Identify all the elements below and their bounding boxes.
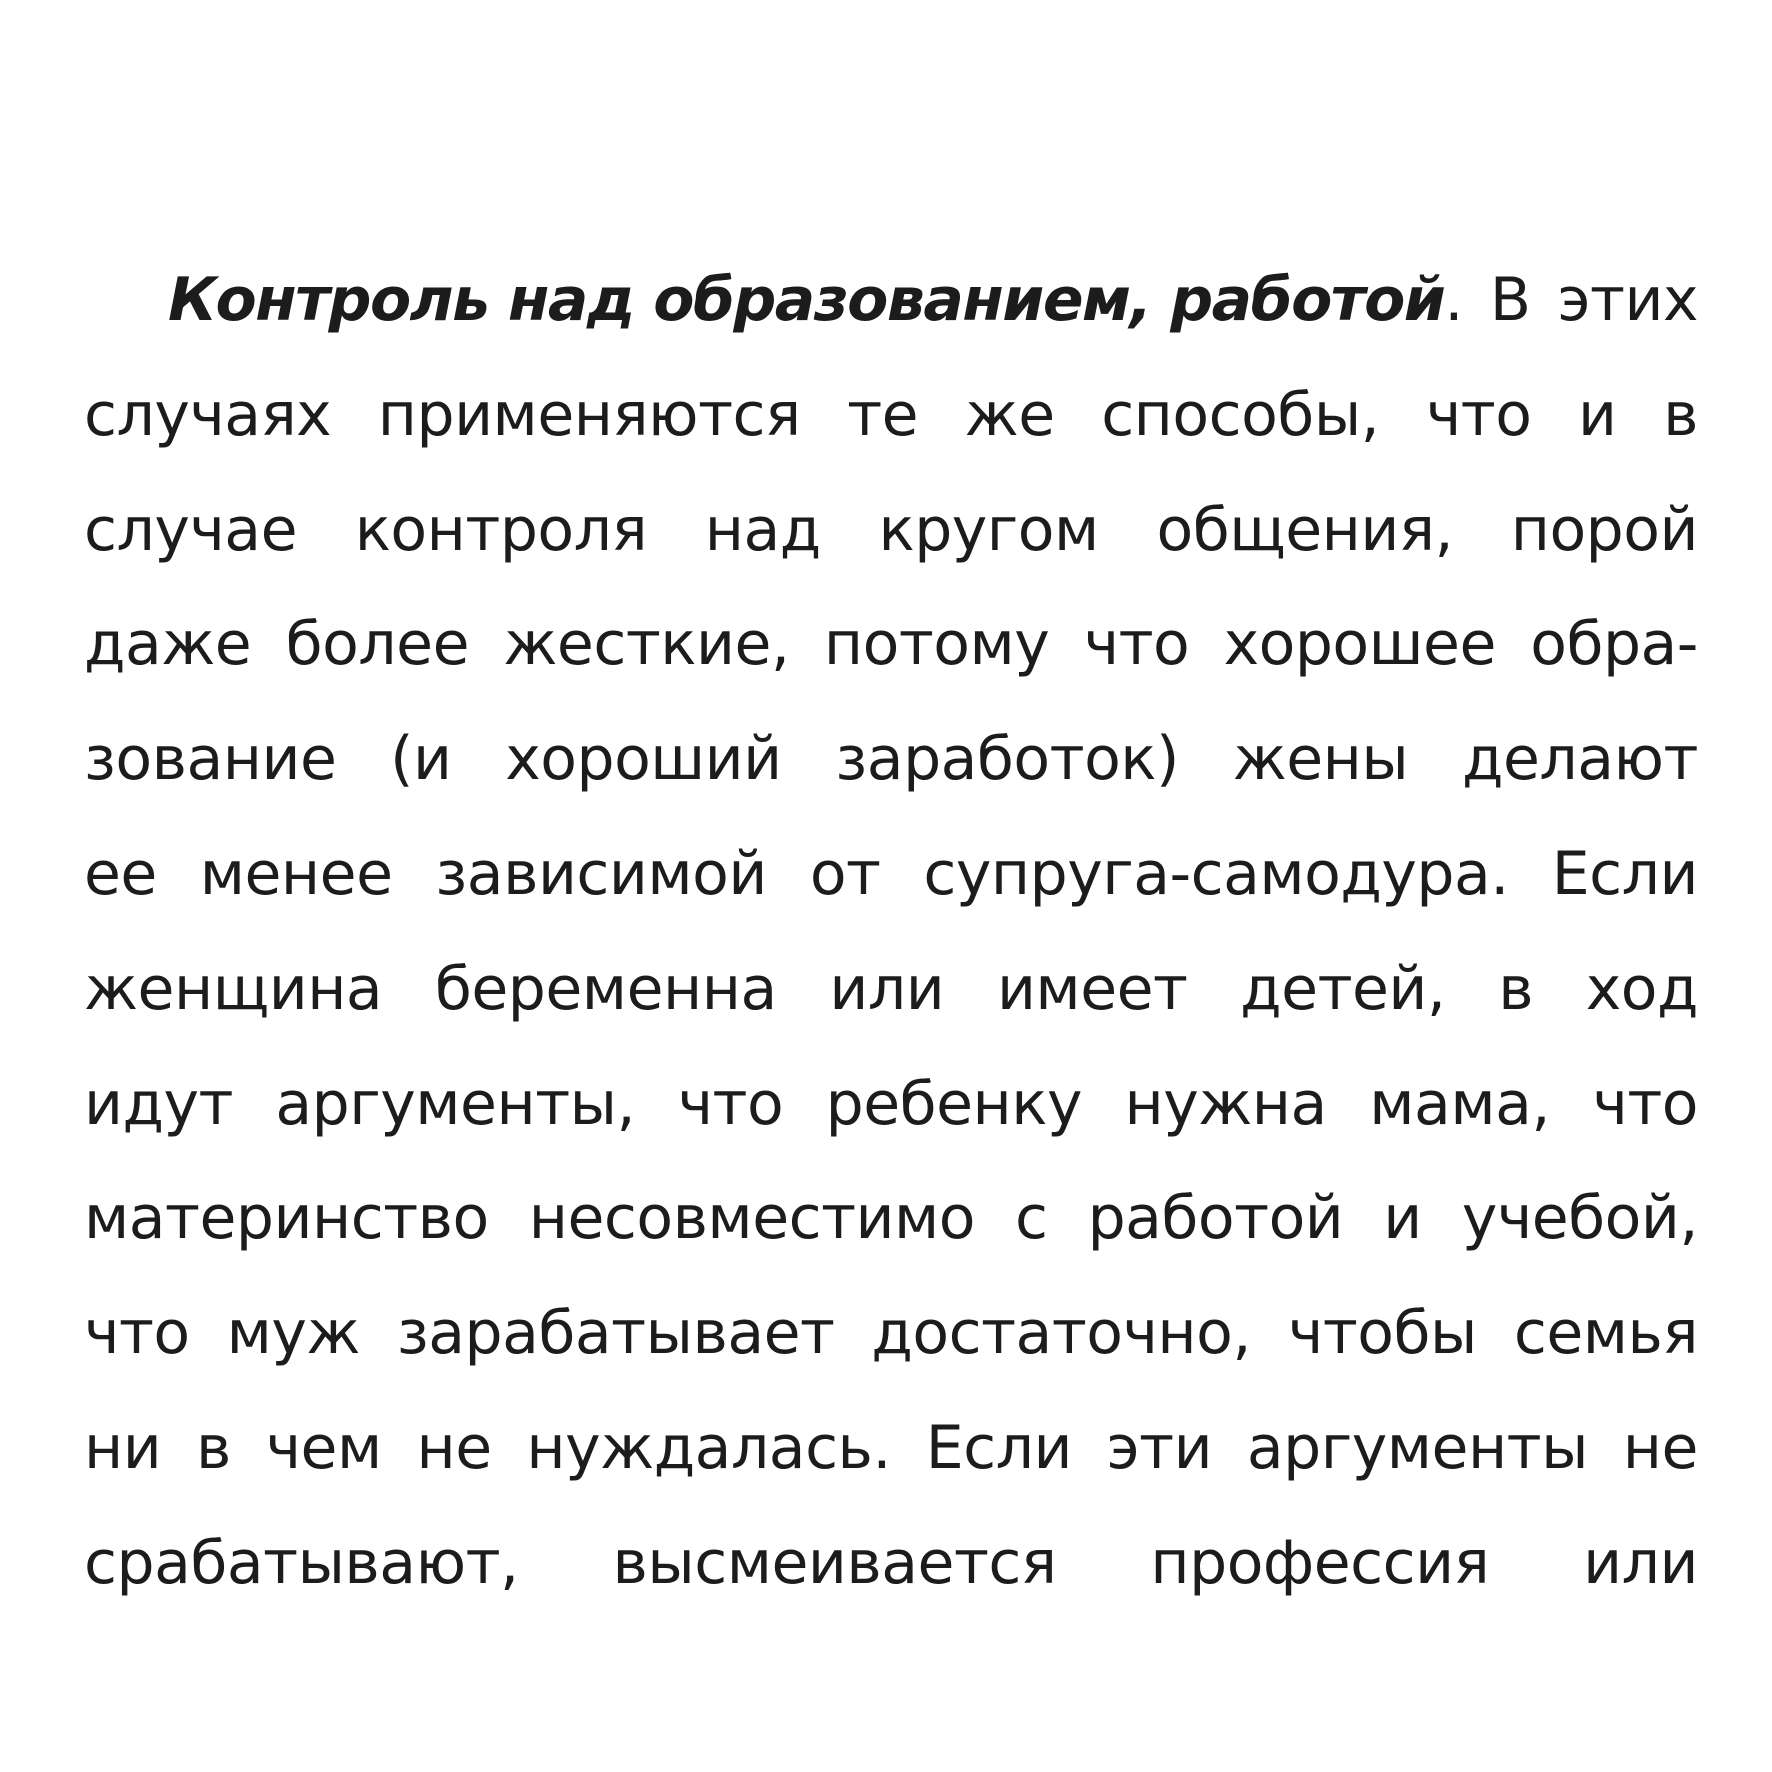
- word: работой: [1087, 1183, 1344, 1254]
- word: ребенку: [825, 1068, 1083, 1139]
- text-line: [84, 1161, 1698, 1276]
- word: контроля: [354, 494, 648, 565]
- word: же: [964, 379, 1055, 450]
- word: детей,: [1240, 953, 1446, 1024]
- word: муж: [226, 1298, 360, 1369]
- word: что: [677, 1068, 784, 1139]
- word: имеет: [996, 953, 1188, 1024]
- word: зарабатывает: [396, 1298, 835, 1369]
- word: не: [1622, 1412, 1698, 1483]
- word: зависимой: [435, 838, 767, 909]
- word: В: [1489, 265, 1531, 335]
- word: Если: [1551, 838, 1698, 909]
- word: даже: [84, 609, 252, 680]
- word: над: [704, 494, 821, 565]
- text-line: [84, 1276, 1698, 1391]
- word: хорошее: [1223, 609, 1496, 680]
- word: что: [1592, 1068, 1698, 1139]
- word: жены: [1232, 724, 1409, 795]
- word: материнство: [84, 1183, 489, 1254]
- word: достаточно,: [871, 1298, 1251, 1369]
- word: идут: [84, 1068, 233, 1139]
- text-line: [84, 1391, 1698, 1506]
- word: аргументы: [1246, 1412, 1588, 1483]
- word: Если: [925, 1412, 1072, 1483]
- word: или: [829, 953, 945, 1024]
- word: делают: [1462, 724, 1698, 795]
- word: семья: [1513, 1298, 1698, 1369]
- word: от: [809, 838, 881, 909]
- word: заработок): [835, 724, 1179, 795]
- word: хороший: [505, 724, 782, 795]
- word: срабатывают,: [84, 1527, 519, 1598]
- word: супруга-самодура.: [923, 838, 1509, 909]
- word: (и: [390, 724, 452, 795]
- word: ее: [84, 838, 157, 909]
- text-line: [84, 473, 1698, 588]
- text-line: [84, 932, 1698, 1047]
- word: применяются: [377, 379, 801, 450]
- word: профессия: [1150, 1527, 1490, 1598]
- word: и: [1578, 379, 1617, 450]
- word: или: [1583, 1527, 1698, 1598]
- word: более: [285, 609, 469, 680]
- text-line: [84, 1506, 1698, 1621]
- word: в: [1498, 953, 1534, 1024]
- text-line: [84, 702, 1698, 817]
- word: жесткие,: [503, 609, 790, 680]
- word: и: [1383, 1183, 1422, 1254]
- word: что: [1425, 379, 1532, 450]
- text-line: [84, 587, 1698, 702]
- word: этих: [1557, 265, 1698, 335]
- word: чтобы: [1287, 1298, 1477, 1369]
- word: что: [84, 1298, 190, 1369]
- word: те: [847, 379, 919, 450]
- text-line: [84, 817, 1698, 932]
- word: ни: [84, 1412, 162, 1483]
- word: не: [416, 1412, 492, 1483]
- word: эти: [1106, 1412, 1213, 1483]
- word: зование: [84, 724, 337, 795]
- word: кругом: [878, 494, 1099, 565]
- paragraph: [84, 243, 1698, 1621]
- lead-in-text: Контроль над образованием, работой: [168, 265, 1445, 335]
- word: высмеивается: [612, 1527, 1057, 1598]
- word: случаях: [84, 379, 332, 450]
- word: с: [1015, 1183, 1048, 1254]
- text-line: [84, 358, 1698, 473]
- word: несовместимо: [528, 1183, 976, 1254]
- word: потому: [823, 609, 1050, 680]
- word: беременна: [434, 953, 777, 1024]
- text-line: [84, 1047, 1698, 1162]
- word: ход: [1585, 953, 1698, 1024]
- text-line: [84, 243, 1698, 358]
- word: способы,: [1101, 379, 1380, 450]
- word: женщина: [84, 953, 383, 1024]
- lead-in-heading: Контроль над образованием, работой.: [168, 265, 1463, 335]
- word: обра-: [1530, 609, 1698, 680]
- word: мама,: [1369, 1068, 1550, 1139]
- word: что: [1083, 609, 1190, 680]
- word: порой: [1510, 494, 1698, 565]
- word: менее: [199, 838, 393, 909]
- word: чем: [265, 1412, 382, 1483]
- word: в: [195, 1412, 231, 1483]
- word: в: [1663, 379, 1698, 450]
- word: общения,: [1156, 494, 1454, 565]
- word: нуждалась.: [526, 1412, 891, 1483]
- word: нужна: [1124, 1068, 1327, 1139]
- word: случае: [84, 494, 297, 565]
- word: учебой,: [1461, 1183, 1698, 1254]
- word: аргументы,: [275, 1068, 636, 1139]
